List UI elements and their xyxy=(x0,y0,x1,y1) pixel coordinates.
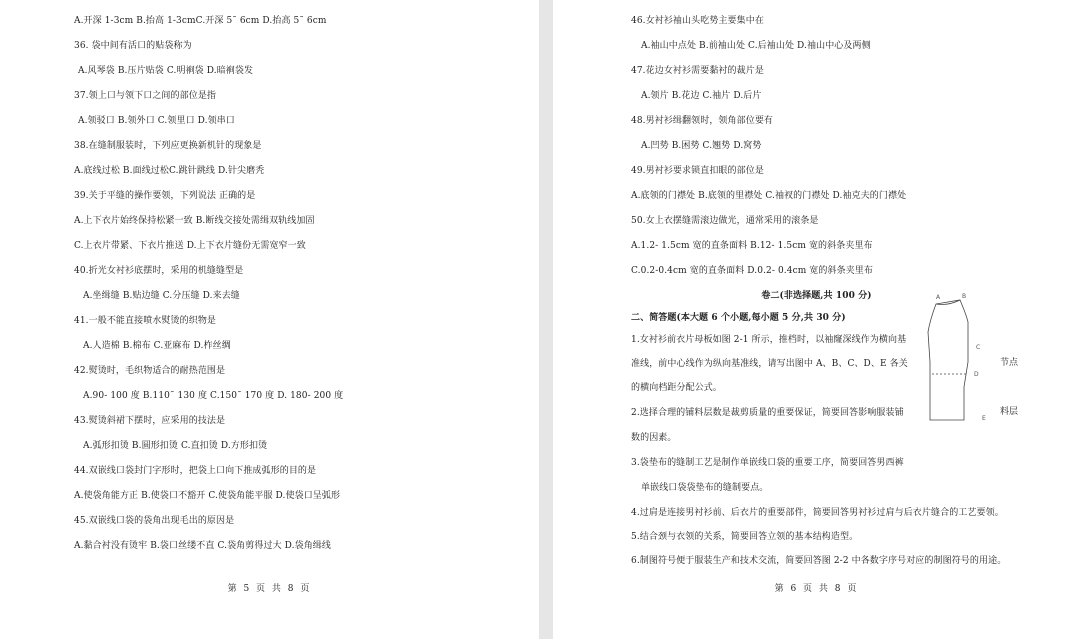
page-5-line-5: A.领驳口 B.领外口 C.领里口 D.领串口 xyxy=(78,116,235,126)
page-5-line-11: 40.折光女衬衫底摆时，采用的机缝缝型是 xyxy=(74,266,244,276)
page-6-line-14: 1.女衬衫前衣片母板如图 2-1 所示，推档时，以袖窿深线作为横向基 xyxy=(631,335,907,345)
figure-point-b: B xyxy=(962,293,967,300)
page-6-line-20: 单嵌线口袋袋垫布的缝制要点。 xyxy=(641,483,769,493)
figure-note-node: 节点 xyxy=(1000,358,1019,368)
page-6-line-23: 6.制图符号便于服装生产和技术交流，简要回答图 2-2 中各数字序号对应的制图符号的用途。 xyxy=(631,556,1007,566)
page-6-line-2: A.袖山中点处 B.前袖山处 C.后袖山处 D.袖山中心及两侧 xyxy=(641,41,871,51)
page-6-line-12: 卷二(非选择题,共 100 分) xyxy=(761,291,872,301)
page-5-line-17: 43.熨烫斜裙下摆时，应采用的技法是 xyxy=(74,416,226,426)
page-6-line-16: 的横向档距分配公式。 xyxy=(631,383,723,393)
page-6-line-22: 5.结合颈与衣领的关系，简要回答立领的基本结构造型。 xyxy=(631,532,859,542)
page-5-line-13: 41.一般不能直接喷水熨烫的织物是 xyxy=(74,316,217,326)
page-5-line-8: 39.关于平缝的操作要领，下列说法 正确的是 xyxy=(74,191,256,201)
page-5-line-22: A.黏合衬没有烫牢 B.袋口丝缕不直 C.袋角剪得过大 D.袋角缉线 xyxy=(74,541,332,551)
figure-point-d: D xyxy=(974,371,979,378)
figure-point-e: E xyxy=(982,415,986,422)
page-6-line-7: 49.男衬衫要求锁直扣眼的部位是 xyxy=(631,166,764,176)
page-5-line-10: C.上衣片带紧、下衣片推送 D.上下衣片缝份无需宽窄一致 xyxy=(74,241,306,251)
page-5-line-3: A.风琴袋 B.压片贴袋 C.明裥袋 D.暗裥袋发 xyxy=(78,66,254,76)
page-6-footer: 第 6 页 共 8 页 xyxy=(774,584,859,594)
page-5-line-21: 45.双嵌线口袋的袋角出现毛出的原因是 xyxy=(74,516,235,526)
page-6-line-3: 47.花边女衬衫需要黏衬的裁片是 xyxy=(631,66,764,76)
page-5-line-12: A.坐缉缝 B.贴边缝 C.分压缝 D.来去缝 xyxy=(83,291,240,301)
figure-point-c: C xyxy=(976,344,981,351)
page-6-line-13: 二、简答题(本大题 6 个小题,每小题 5 分,共 30 分) xyxy=(631,313,846,323)
page-5-line-2: 36. 袋中间有活口的贴袋称为 xyxy=(74,41,192,51)
figure-note-layers: 料层 xyxy=(1000,407,1019,417)
page-6-line-5: 48.男衬衫缉翻领时，领角部位要有 xyxy=(631,116,774,126)
page-6-line-18: 数的因素。 xyxy=(631,433,677,443)
page-6-line-21: 4.过肩是连接男衬衫前、后衣片的重要部件，简要回答男衬衫过肩与后衣片缝合的工艺要领。 xyxy=(631,508,1004,518)
page-6-line-1: 46.女衬衫袖山头吃势主要集中在 xyxy=(631,16,764,26)
page-5-line-18: A.弧形扣烫 B.圆形扣烫 C.直扣烫 D.方形扣烫 xyxy=(83,441,268,451)
page-6-line-17: 2.选择合理的铺料层数是裁剪质量的重要保证，简要回答影响服装铺 xyxy=(631,408,904,418)
page-5-line-7: A.底线过松 B.面线过松C.跳针跳线 D.针尖磨秃 xyxy=(74,166,265,176)
page-5-line-16: A.90- 100 度 B.110˜ 130 度 C.150˜ 170 度 D. 180- 200 度 xyxy=(83,391,344,401)
page-5 xyxy=(0,0,539,639)
page-5-line-19: 44.双嵌线口袋封门字形时，把袋上口向下推成弧形的目的是 xyxy=(74,466,317,476)
page-6-line-9: 50.女上衣摆缝需滚边做光，通常采用的滚条是 xyxy=(631,216,819,226)
page-6-line-15: 准线，前中心线作为纵向基准线，请写出图中 A、B、C、D、E 各关 xyxy=(631,359,908,369)
page-5-footer: 第 5 页 共 8 页 xyxy=(227,584,312,594)
page-5-line-15: 42.熨烫时，毛织物适合的耐热范围是 xyxy=(74,366,226,376)
page-6-line-19: 3.袋垫布的缝制工艺是制作单嵌线口袋的重要工序，简要回答男西裤 xyxy=(631,458,904,468)
page-5-line-20: A.使袋角能方正 B.使袋口不豁开 C.使袋角能平服 D.使袋口呈弧形 xyxy=(74,491,341,501)
page-5-line-6: 38.在缝制服装时，下列应更换新机针的现象是 xyxy=(74,141,262,151)
figure-point-a: A xyxy=(936,294,941,301)
page-6-line-8: A.底领的门襟处 B.底领的里襟处 C.袖衩的门襟处 D.袖克夫的门襟处 xyxy=(631,191,907,201)
page-5-line-1: A.开深 1-3cm B.抬高 1-3cmC.开深 5˜ 6cm D.抬高 5˜ 6cm xyxy=(74,16,327,26)
page-6-line-11: C.0.2-0.4cm 宽的直条面料 D.0.2- 0.4cm 宽的斜条夹里布 xyxy=(631,266,874,276)
page-5-line-14: A.人造棉 B.棉布 C.亚麻布 D.柞丝绸 xyxy=(83,341,231,351)
page-5-line-9: A.上下衣片始终保持松紧一致 B.断线交接处需缉双轨线加固 xyxy=(74,216,315,226)
page-6-line-6: A.凹势 B.困势 C.翘势 D.窝势 xyxy=(641,141,762,151)
page-6-line-10: A.1.2- 1.5cm 宽的直条面料 B.12- 1.5cm 宽的斜条夹里布 xyxy=(631,241,873,251)
page-6-line-4: A.领片 B.花边 C.袖片 D.后片 xyxy=(641,91,762,101)
page-5-line-4: 37.领上口与领下口之间的部位是指 xyxy=(74,91,217,101)
